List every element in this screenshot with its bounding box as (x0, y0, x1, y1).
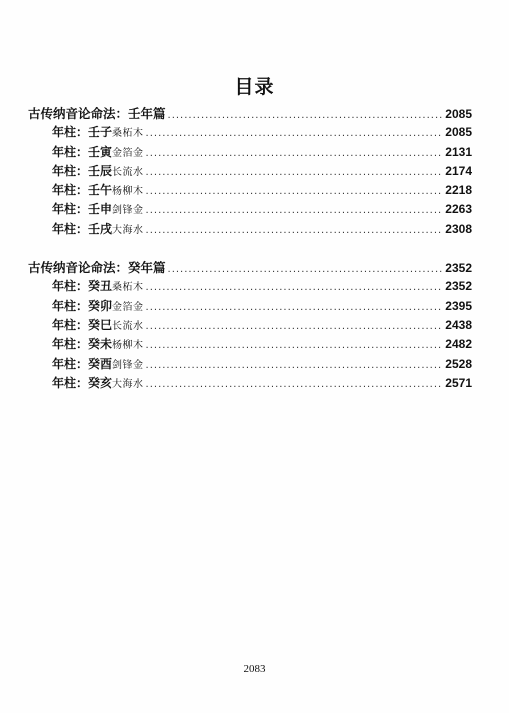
entry-nayin: 杨柳木 (112, 340, 144, 352)
toc-title: 目录 (234, 76, 275, 98)
entry-stem: 癸巳 (88, 317, 113, 332)
entry-nayin: 长流水 (112, 320, 144, 332)
entry-prefix: 年柱： (52, 125, 89, 140)
dot-leader (146, 356, 444, 375)
toc-entry[interactable] (28, 374, 472, 393)
page-number: 2352 (445, 261, 472, 276)
toc-section (28, 104, 472, 239)
toc-section-header[interactable] (28, 104, 472, 123)
dot-leader (146, 144, 444, 163)
entry-stem: 壬寅 (88, 144, 113, 159)
footer-page-number: 2083 (243, 663, 266, 675)
page-number: 2482 (445, 337, 472, 352)
entry-prefix: 年柱： (52, 317, 89, 332)
dot-leader (146, 278, 444, 297)
dot-leader (168, 260, 444, 279)
entry-stem: 壬申 (88, 202, 113, 217)
dot-leader (146, 375, 444, 394)
toc-entry[interactable] (28, 143, 472, 162)
dot-leader (146, 124, 444, 143)
page-number: 2571 (445, 375, 472, 390)
page-number: 2528 (445, 356, 472, 371)
entry-stem: 癸酉 (88, 356, 113, 371)
entry-stem: 壬辰 (88, 163, 113, 178)
page-number: 2085 (445, 125, 472, 140)
entry-stem: 癸未 (88, 337, 113, 352)
dot-leader (146, 317, 444, 336)
entry-prefix: 年柱： (52, 144, 89, 159)
entry-nayin: 金箔金 (112, 147, 144, 159)
dot-leader (146, 201, 444, 220)
toc-entry[interactable] (28, 123, 472, 142)
entry-prefix: 年柱： (52, 183, 89, 198)
toc-entry[interactable] (28, 181, 472, 200)
entry-prefix: 年柱： (52, 298, 89, 313)
dot-leader (168, 106, 444, 125)
page-number: 2174 (445, 163, 472, 178)
toc-section-header[interactable] (28, 258, 472, 277)
entry-prefix: 年柱： (52, 221, 89, 236)
entry-prefix: 年柱： (52, 279, 89, 294)
dot-leader (146, 163, 444, 182)
page-number: 2438 (445, 317, 472, 332)
toc-entry[interactable] (28, 297, 472, 316)
toc-entry[interactable] (28, 355, 472, 374)
entry-prefix: 年柱： (52, 375, 89, 390)
toc-entry[interactable] (28, 316, 472, 335)
entry-prefix: 年柱： (52, 163, 89, 178)
page-number: 2218 (445, 183, 472, 198)
entry-prefix: 年柱： (52, 202, 89, 217)
entry-stem: 癸丑 (88, 279, 113, 294)
entry-stem: 癸亥 (88, 375, 113, 390)
toc-entry[interactable] (28, 335, 472, 354)
entry-stem: 壬戌 (88, 221, 113, 236)
entry-nayin: 剑锋金 (112, 205, 144, 217)
toc-entry[interactable] (28, 220, 472, 239)
dot-leader (146, 298, 444, 317)
page-number: 2085 (445, 107, 472, 121)
page-number: 2308 (445, 221, 472, 236)
dot-leader (146, 221, 444, 240)
dot-leader (146, 182, 444, 201)
toc-entry[interactable] (28, 277, 472, 296)
page-number: 2131 (445, 144, 472, 159)
page-number: 2263 (445, 202, 472, 217)
entry-nayin: 金箔金 (112, 301, 144, 313)
entry-nayin: 杨柳木 (112, 186, 144, 198)
entry-nayin: 长流水 (112, 166, 144, 178)
entry-stem: 壬午 (88, 183, 113, 198)
entry-nayin: 大海水 (112, 378, 144, 390)
entry-prefix: 年柱： (52, 356, 89, 371)
page-number: 2395 (445, 298, 472, 313)
section-title: 古传纳音论命法：壬年篇 (28, 106, 166, 121)
toc-entry[interactable] (28, 200, 472, 219)
table-of-contents (28, 104, 472, 393)
entry-nayin: 剑锋金 (112, 359, 144, 371)
entry-stem: 癸卯 (88, 298, 113, 313)
page-number: 2352 (445, 279, 472, 294)
entry-prefix: 年柱： (52, 337, 89, 352)
entry-nayin: 大海水 (112, 224, 144, 236)
entry-stem: 壬子 (88, 125, 113, 140)
entry-nayin: 桑柘木 (112, 282, 144, 294)
entry-nayin: 桑柘木 (112, 128, 144, 140)
dot-leader (146, 336, 444, 355)
toc-entry[interactable] (28, 162, 472, 181)
section-title: 古传纳音论命法：癸年篇 (28, 260, 166, 276)
toc-section (28, 258, 472, 393)
